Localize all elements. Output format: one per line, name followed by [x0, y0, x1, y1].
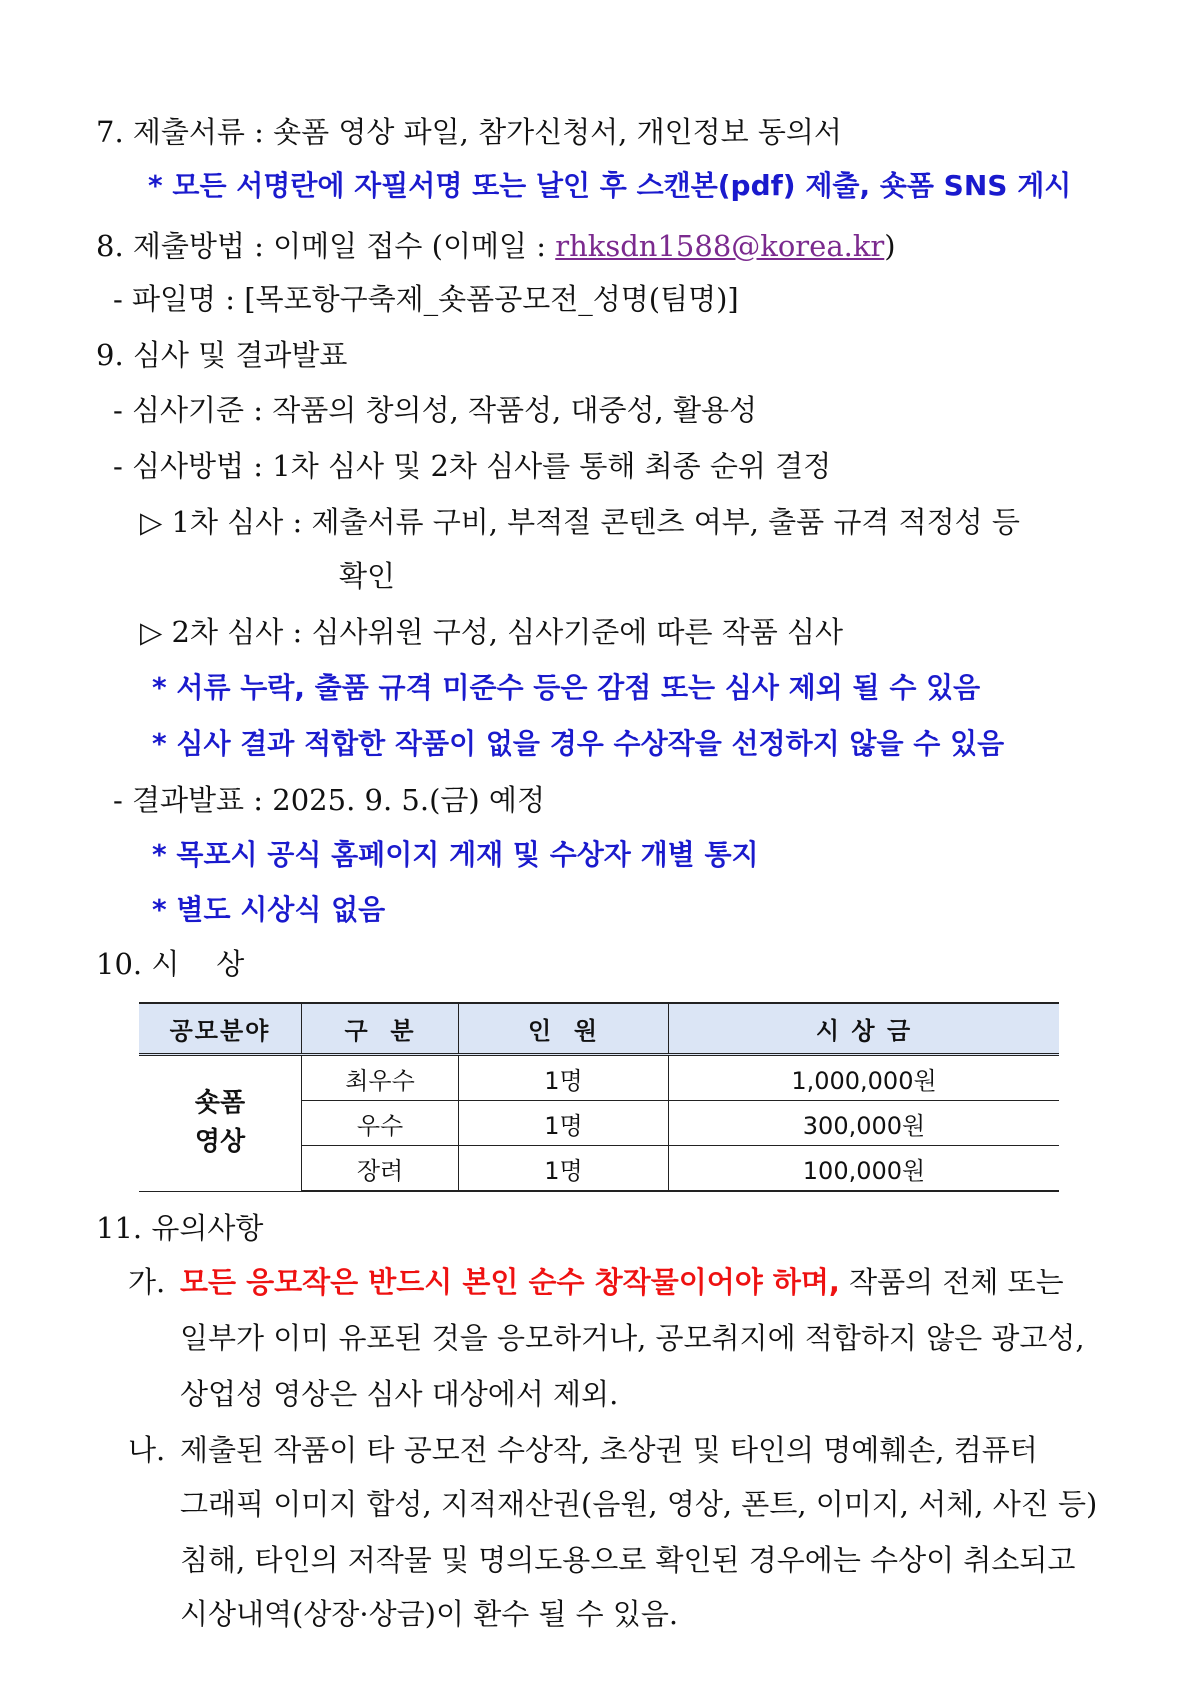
item11-ga-rest: 작품의 전체 또는	[839, 1265, 1064, 1299]
amount-cell: 1,000,000원	[669, 1055, 1060, 1101]
grade-cell: 우수	[302, 1101, 459, 1146]
item9-second-round: ▷ 2차 심사 : 심사위원 구성, 심사기준에 따른 작품 심사	[140, 615, 843, 649]
email-link[interactable]: rhksdn1588@korea.kr	[555, 229, 885, 263]
item7-label: 7. 제출서류 : 숏폼 영상 파일, 참가신청서, 개인정보 동의서	[96, 115, 842, 149]
item8-filename: - 파일명 : [목포항구축제_숏폼공모전_성명(팀명)]	[113, 282, 739, 316]
item9-note4: * 별도 시상식 없음	[152, 893, 386, 926]
item11-label: 11. 유의사항	[96, 1211, 264, 1245]
item9-announce: - 결과발표 : 2025. 9. 5.(금) 예정	[113, 783, 545, 817]
item11-na-line3: 침해, 타인의 저작물 및 명의도용으로 확인된 경우에는 수상이 취소되고	[180, 1543, 1076, 1577]
item7-note: * 모든 서명란에 자필서명 또는 날인 후 스캔본(pdf) 제출, 숏폼 SNS 게시	[148, 169, 1072, 202]
item9-note3: * 목포시 공식 홈페이지 게재 및 수상자 개별 통지	[152, 838, 759, 871]
header-amount: 시 상 금	[669, 1003, 1060, 1055]
item10-label: 10. 시 상	[96, 947, 245, 981]
count-cell: 1명	[459, 1101, 669, 1146]
item11-ga-red: 모든 응모작은 반드시 본인 순수 창작물이어야 하며,	[180, 1265, 840, 1299]
header-grade: 구 분	[302, 1003, 459, 1055]
count-cell: 1명	[459, 1055, 669, 1101]
prize-table-header	[139, 1003, 1059, 1055]
item11-ga-line1	[180, 1265, 1064, 1299]
item8-suffix: )	[884, 229, 896, 263]
item11-ga-line2: 일부가 이미 유포된 것을 응모하거나, 공모취지에 적합하지 않은 광고성,	[180, 1321, 1085, 1355]
item8-label: 8. 제출방법 : 이메일 접수 (이메일 :	[96, 229, 556, 263]
item8-line	[96, 229, 896, 263]
item9-method: - 심사방법 : 1차 심사 및 2차 심사를 통해 최종 순위 결정	[113, 449, 832, 483]
grade-cell: 장려	[302, 1146, 459, 1192]
header-field: 공모분야	[139, 1003, 302, 1055]
item9-first-round: ▷ 1차 심사 : 제출서류 구비, 부적절 콘텐츠 여부, 출품 규격 적정성 등	[140, 505, 1020, 539]
item11-ga-marker: 가.	[128, 1265, 166, 1299]
item9-note2: * 심사 결과 적합한 작품이 없을 경우 수상작을 선정하지 않을 수 있음	[152, 727, 1005, 760]
grade-cell: 최우수	[302, 1055, 459, 1101]
item11-na-marker: 나.	[128, 1433, 166, 1467]
item9-note1: * 서류 누락, 출품 규격 미준수 등은 감점 또는 심사 제외 될 수 있음	[152, 671, 981, 704]
item11-ga-line3: 상업성 영상은 심사 대상에서 제외.	[180, 1377, 619, 1411]
count-cell: 1명	[459, 1146, 669, 1192]
table-row	[139, 1055, 1059, 1101]
header-count: 인 원	[459, 1003, 669, 1055]
category-cell	[139, 1055, 302, 1192]
item9-criteria: - 심사기준 : 작품의 창의성, 작품성, 대중성, 활용성	[113, 393, 758, 427]
item11-na-line4: 시상내역(상장·상금)이 환수 될 수 있음.	[180, 1597, 679, 1631]
item11-na-line1: 제출된 작품이 타 공모전 수상작, 초상권 및 타인의 명예훼손, 컴퓨터	[180, 1433, 1038, 1467]
amount-cell: 100,000원	[669, 1146, 1060, 1192]
category-line1: 숏폼	[194, 1088, 246, 1119]
item9-first-round-cont: 확인	[339, 559, 396, 593]
item9-label: 9. 심사 및 결과발표	[96, 338, 348, 372]
item11-na-line2: 그래픽 이미지 합성, 지적재산권(음원, 영상, 폰트, 이미지, 서체, 사진 등)	[180, 1487, 1098, 1521]
category-line2: 영상	[194, 1127, 246, 1158]
prize-table	[139, 1002, 1059, 1192]
amount-cell: 300,000원	[669, 1101, 1060, 1146]
